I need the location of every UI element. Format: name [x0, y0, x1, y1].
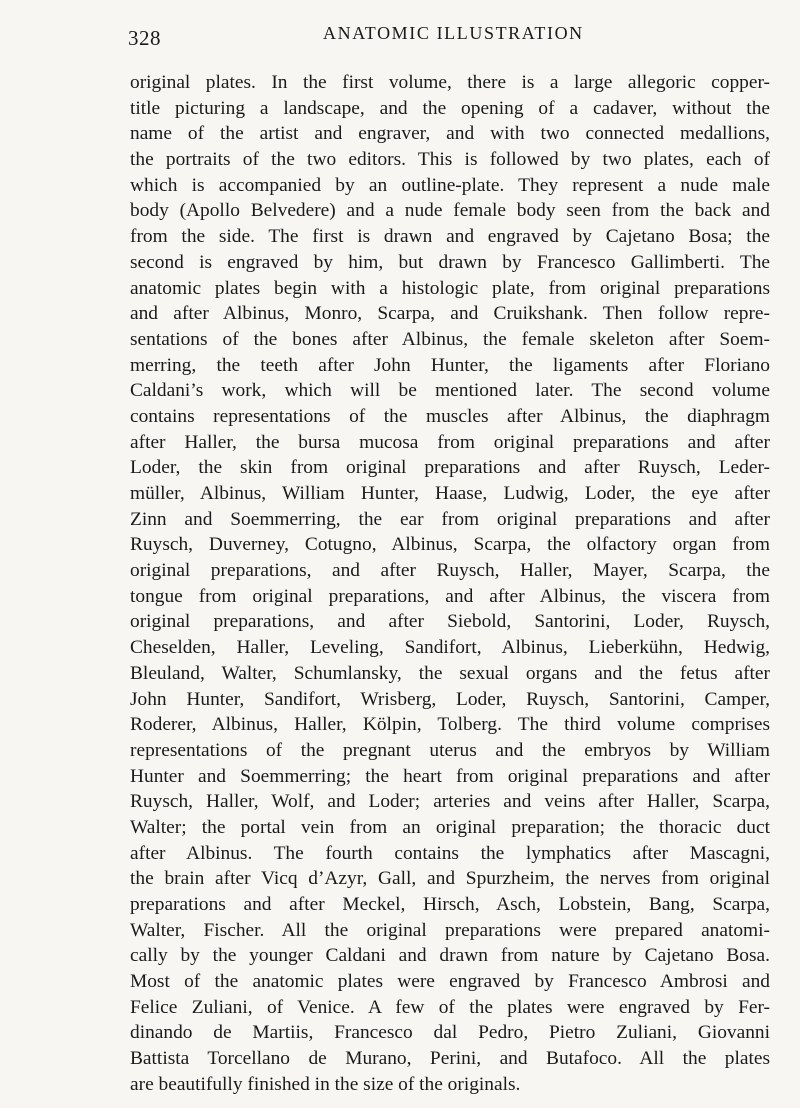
text-line: Walter; the portal vein from an original preparation; the thoracic duct [130, 816, 770, 838]
text-line: original preparations, and after Ruysch, Haller, Mayer, Scarpa, the [130, 560, 770, 582]
text-line: Walter, Fischer. All the original preparations were prepared anatomi- [130, 919, 770, 941]
text-line: the brain after Vicq d’Azyr, Gall, and Spurzheim, the nerves from original [130, 868, 770, 890]
text-line: John Hunter, Sandifort, Wrisberg, Loder, Ruysch, Santorini, Camper, [130, 688, 770, 710]
text-line: cally by the younger Caldani and drawn from nature by Cajetano Bosa. [130, 945, 770, 967]
text-line: anatomic plates begin with a histologic plate, from original preparations [130, 277, 770, 299]
text-line: representations of the pregnant uterus and the embryos by William [130, 739, 770, 761]
text-line: Roderer, Albinus, Haller, Kölpin, Tolberg. The third volume comprises [130, 714, 770, 736]
text-line: Loder, the skin from original preparations and after Ruysch, Leder- [130, 457, 770, 479]
text-line: after Albinus. The fourth contains the lymphatics after Mascagni, [130, 842, 770, 864]
text-line: after Haller, the bursa mucosa from original preparations and after [130, 431, 770, 453]
text-line: müller, Albinus, William Hunter, Haase, Ludwig, Loder, the eye after [130, 483, 770, 504]
text-line: second is engraved by him, but drawn by Francesco Gallimberti. The [130, 251, 770, 273]
text-line: preparations and after Meckel, Hirsch, Asch, Lobstein, Bang, Scarpa, [130, 894, 770, 915]
text-line: Zinn and Soemmerring, the ear from original preparations and after [130, 508, 770, 530]
body-paragraph [130, 70, 770, 1098]
text-line: dinando de Martiis, Francesco dal Pedro, Pietro Zuliani, Giovanni [130, 1022, 770, 1044]
text-line: and after Albinus, Monro, Scarpa, and Cruikshank. Then follow repre- [130, 303, 770, 325]
text-line: original preparations, and after Siebold, Santorini, Loder, Ruysch, [130, 611, 770, 633]
text-line: body (Apollo Belvedere) and a nude female body seen from the back and [130, 200, 770, 222]
text-line: Bleuland, Walter, Schumlansky, the sexual organs and the fetus after [130, 662, 770, 684]
text-line: Ruysch, Haller, Wolf, and Loder; arteries and veins after Haller, Scarpa, [130, 791, 770, 813]
text-line: sentations of the bones after Albinus, the female skeleton after Soem- [130, 328, 770, 350]
text-line: tongue from original preparations, and after Albinus, the viscera from [130, 585, 770, 607]
text-line: contains representations of the muscles after Albinus, the diaphragm [130, 405, 770, 427]
text-line: merring, the teeth after John Hunter, the ligaments after Floriano [130, 354, 770, 376]
page-header [0, 20, 800, 50]
text-line: which is accompanied by an outline-plate. They represent a nude male [130, 174, 770, 196]
text-line: Cheselden, Haller, Leveling, Sandifort, Albinus, Lieberkühn, Hedwig, [130, 637, 770, 659]
text-line: Battista Torcellano de Murano, Perini, and Butafoco. All the plates [130, 1048, 770, 1070]
text-line: Felice Zuliani, of Venice. A few of the plates were engraved by Fer- [130, 996, 770, 1018]
text-line: Caldani’s work, which will be mentioned later. The second volume [130, 380, 770, 402]
text-line: Ruysch, Duverney, Cotugno, Albinus, Scarpa, the olfactory organ from [130, 534, 770, 556]
text-line: are beautifully finished in the size of the originals. [130, 1073, 521, 1095]
text-line: original plates. In the first volume, there is a large allegoric copper- [130, 72, 770, 93]
text-line: name of the artist and engraver, and with two connected medallions, [130, 123, 770, 145]
text-line: Hunter and Soemmerring; the heart from original preparations and after [130, 765, 770, 787]
running-head: ANATOMIC ILLUSTRATION [323, 23, 584, 43]
text-line: Most of the anatomic plates were engraved by Francesco Ambrosi and [130, 971, 770, 993]
text-line: the portraits of the two editors. This is followed by two plates, each of [130, 149, 770, 171]
text-line: title picturing a landscape, and the opening of a cadaver, without the [130, 97, 770, 119]
text-line: from the side. The first is drawn and engraved by Cajetano Bosa; the [130, 226, 770, 248]
page-number: 328 [128, 26, 161, 50]
